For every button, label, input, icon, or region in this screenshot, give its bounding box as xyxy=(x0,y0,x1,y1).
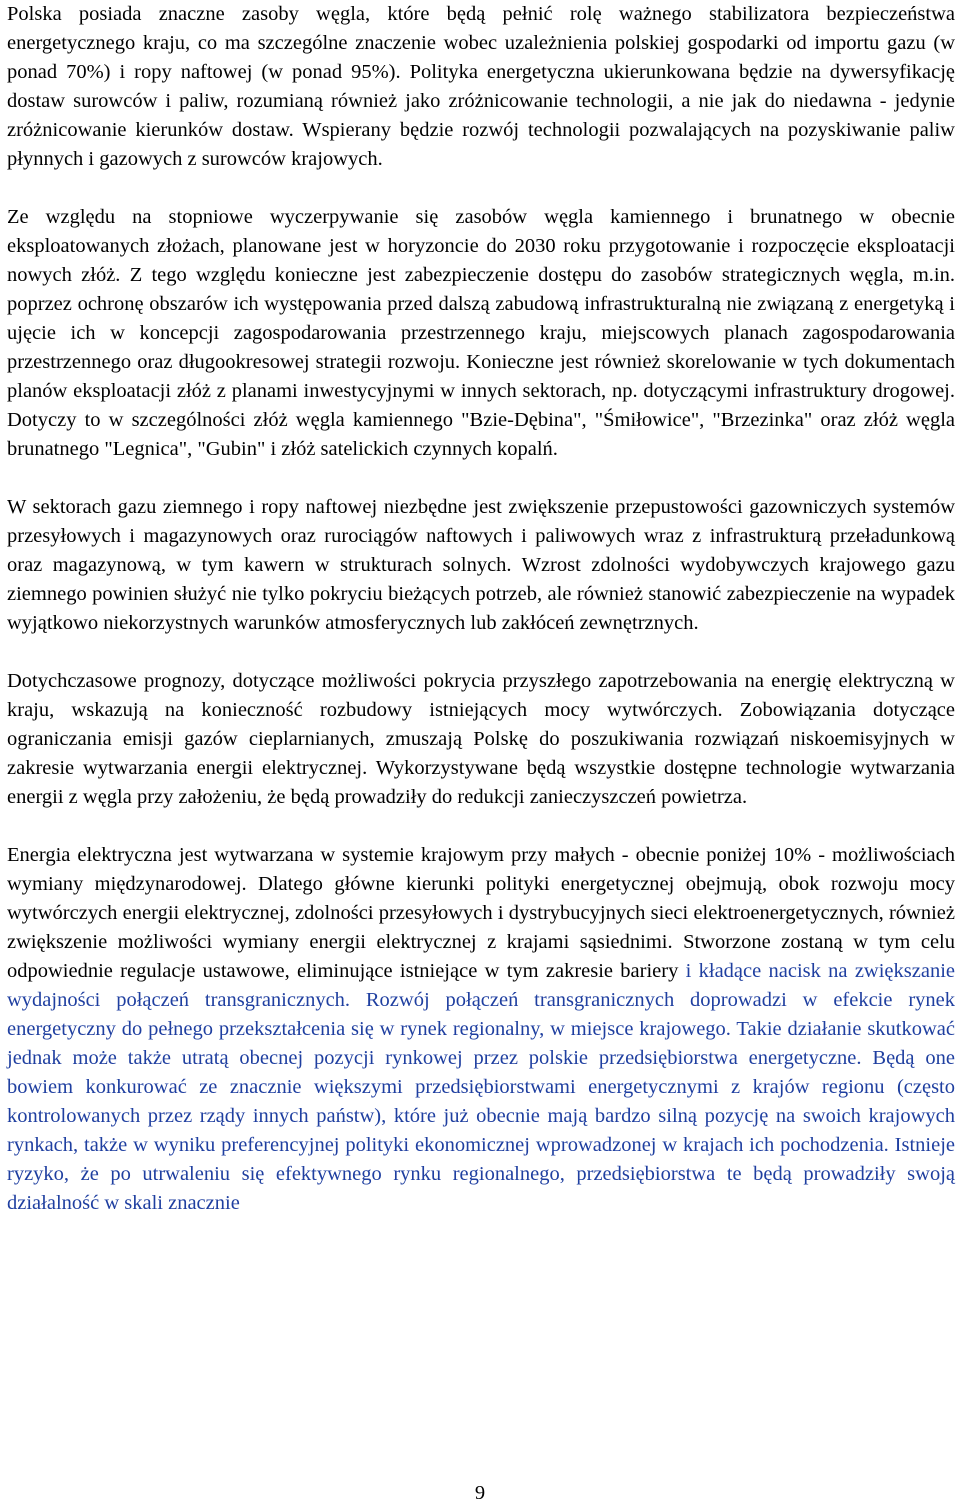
paragraph-electricity-forecasts: Dotychczasowe prognozy, dotyczące możliwości pokrycia przyszłego zapotrzebowania na energię elektryczną w kraju, wskazują na konieczność rozbudowy istniejących mocy wytwórczych. Zobowiązania dotyczące ograniczania emisji gazów cieplarnianych, zmuszają Polskę do poszukiwania rozwiązań niskoemisyjnych w zakresie wytwarzania energii elektrycznej. Wykorzystywane będą wszystkie dostępne technologie wytwarzania energii z węgla przy założeniu, że będą prowadziły do redukcji zanieczyszczeń powietrza. xyxy=(7,670,955,808)
paragraph-gas-oil: W sektorach gazu ziemnego i ropy naftowej niezbędne jest zwiększenie przepustowości gazowniczych systemów przesyłowych i magazynowych oraz rurociągów naftowych i paliwowych wraz z infrastrukturą przeładunkową oraz magazynową, w tym kawern w strukturach solnych. Wzrost zdolności wydobywczych krajowego gazu ziemnego powinien służyć nie tylko pokryciu bieżących potrzeb, ale również stanowić zabezpieczenie na wypadek wyjątkowo niekorzystnych warunków atmosferycznych lub zakłóceń zewnętrznych. xyxy=(7,496,955,634)
page-number: 9 xyxy=(474,1482,486,1504)
paragraph-electricity-exchange-text: Energia elektryczna jest wytwarzana w systemie krajowym przy małych - obecnie poniżej 10% - możliwościach wymiany międzynarodowej. Dlatego główne kierunki polityki energetycznej obejmują, obok rozwoju mocy wytwórczych energii elektrycznej, zdolności przesyłowych i dystrybucyjnych sieci elektroenergetycznych, również zwiększenie możliwości wymiany energii elektrycznej z krajami sąsiednimi. Stworzone zostaną w tym celu odpowiednie regulacje ustawowe, eliminujące istniejące w tym zakresie bariery xyxy=(7,844,955,982)
document-body xyxy=(7,0,955,1247)
paragraph-electricity-exchange-highlight: i kładące nacisk na zwiększanie wydajności połączeń transgranicznych. Rozwój połączeń transgranicznych doprowadzi w efekcie rynek energetyczny do pełnego przekształcenia się w rynek regionalny, w miejsce krajowego. Takie działanie skutkować jednak może także utratą obecnej pozycji rynkowej przez polskie przedsiębiorstwa energetyczne. Będą one bowiem konkurować ze znacznie większymi przedsiębiorstwami energetycznymi z krajów regionu (często kontrolowanych przez rządy innych państw), które już obecnie mają bardzo silną pozycję na swoich krajowych rynkach, także w wyniku preferencyjnej polityki ekonomicznej wprowadzonej w krajach ich pochodzenia. Istnieje ryzyko, że po utrwaleniu się efektywnego rynku regionalnego, przedsiębiorstwa te będą prowadziły swoją działalność w skali znacznie xyxy=(7,960,955,1214)
paragraph-coal-resources: Polska posiada znaczne zasoby węgla, które będą pełnić rolę ważnego stabilizatora bezpieczeństwa energetycznego kraju, co ma szczególne znaczenie wobec uzależnienia polskiej gospodarki od importu gazu (w ponad 70%) i ropy naftowej (w ponad 95%). Polityka energetyczna ukierunkowana będzie na dywersyfikację dostaw surowców i paliw, rozumianą również jako zróżnicowanie technologii, a nie jak do niedawna - jedynie zróżnicowanie kierunków dostaw. Wspierany będzie rozwój technologii pozwalających na pozyskiwanie paliw płynnych i gazowych z surowców krajowych. xyxy=(7,3,955,170)
paragraph-electricity-exchange xyxy=(7,841,955,1218)
paragraph-coal-deposits: Ze względu na stopniowe wyczerpywanie się zasobów węgla kamiennego i brunatnego w obecnie eksploatowanych złożach, planowane jest w horyzoncie do 2030 roku przygotowanie i rozpoczęcie eksploatacji nowych złóż. Z tego względu konieczne jest zabezpieczenie dostępu do zasobów strategicznych węgla, m.in. poprzez ochronę obszarów ich występowania przed dalszą zabudową infrastrukturalną nie związaną z energetyką i ujęcie ich w koncepcji zagospodarowania przestrzennego kraju, miejscowych planach zagospodarowania przestrzennego oraz długookresowej strategii rozwoju. Konieczne jest również skorelowanie w tych dokumentach planów eksploatacji złóż z planami inwestycyjnymi w innych sektorach, np. dotyczącymi infrastruktury drogowej. Dotyczy to w szczególności złóż węgla kamiennego "Bzie-Dębina", "Śmiłowice", "Brzezinka" oraz złóż węgla brunatnego "Legnica", "Gubin" i złóż satelickich czynnych kopalń. xyxy=(7,206,955,460)
